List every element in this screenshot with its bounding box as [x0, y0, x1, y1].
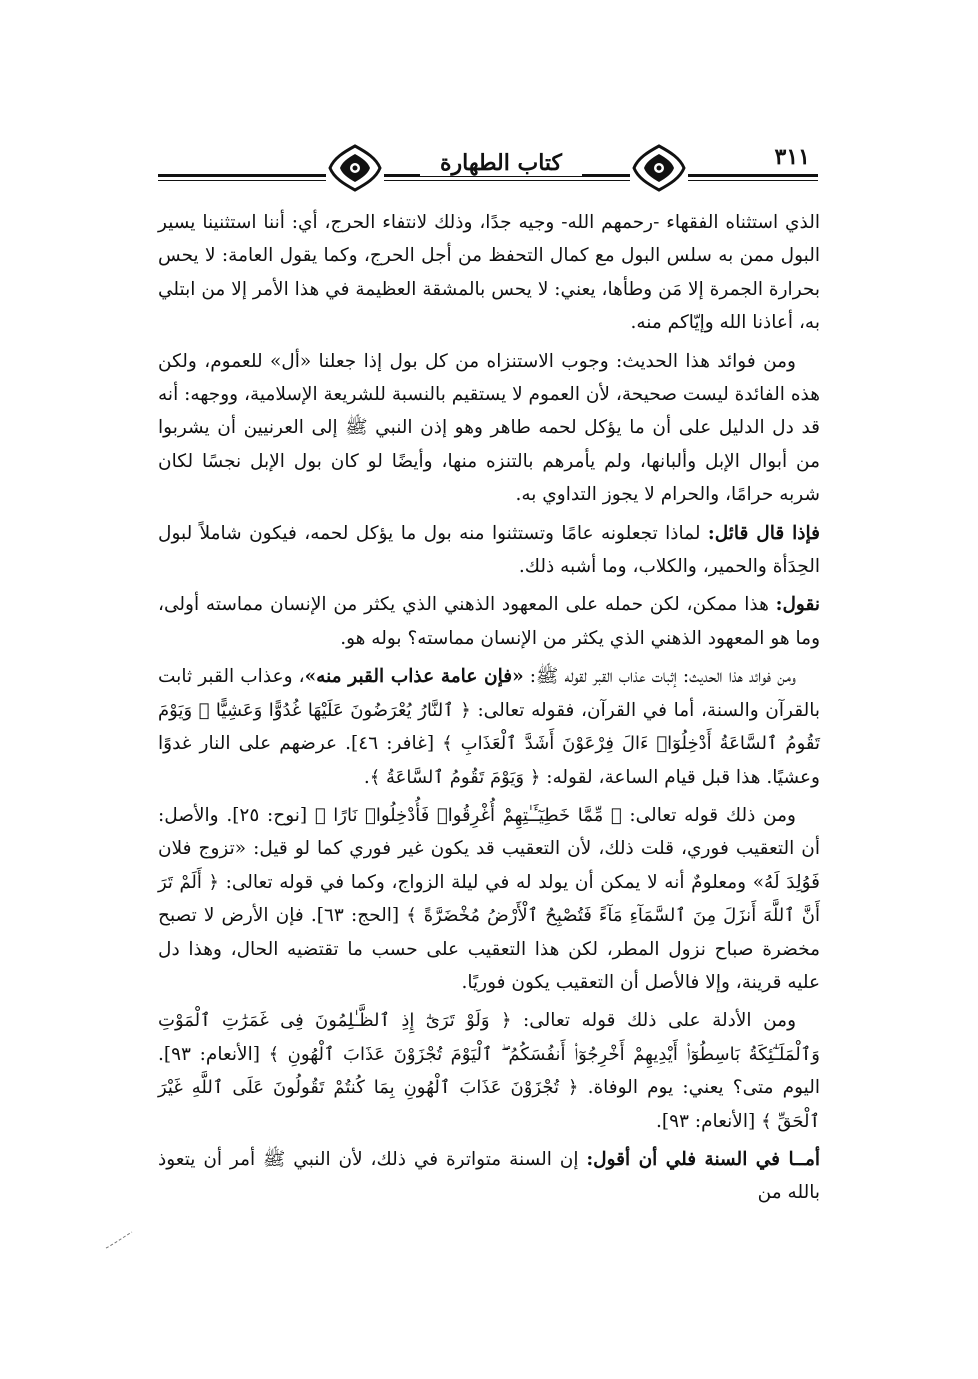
- paragraph-3: فإذا قال قائل: لماذا تجعلونه عامًا وتستثنوا منه بول ما يؤكل لحمه، فيكون شاملاً لبول الحِدَأة والحمير، والكلاب، وما أشبه ذلك.: [158, 522, 820, 578]
- quran-verse: ﴿ وَلَوْ تَرَىٰٓ إِذِ ٱلظَّـٰلِمُونَ فِى غَمَرَٰتِ ٱلْمَوْتِ وَٱلْمَلَـٰٓئِكَةُ بَاسِطُوٓا۟ أَيْدِيهِمْ أَخْرِجُوٓا۟ أَنفُسَكُمُ ۖ ٱلْيَوْمَ تُجْزَوْنَ عَذَابَ ٱلْهُونِ ﴾: [158, 1010, 820, 1065]
- paragraph-5: ومن فوائد هذا الحديث: إثبات عذاب القبر لقوله ﷺ: «فإن عامة عذاب القبر منه»، وعذاب القبر ثابت بالقرآن والسنة، أما في القرآن، فقوله تعالى: ﴿ ٱلنَّارُ يُعْرَضُونَ عَلَيْهَا غُدُوًّا وَعَشِيًّا ۖ وَيَوْمَ تَقُومُ ٱلسَّاعَةُ أَدْخِلُوٓا۟ ءَالَ فِرْعَوْنَ أَشَدَّ ٱلْعَذَابِ ﴾ [غافر: ٤٦]. عرضهم على النار غدوًا وعشيًا. هذا قبل قيام الساعة، لقوله: ﴿ وَيَوْمَ تَقُومُ ٱلسَّاعَةُ ﴾.: [158, 666, 820, 788]
- quran-verse: ﴿ تُجْزَوْنَ عَذَابَ ٱلْهُونِ بِمَا كُنتُمْ تَقُولُونَ عَلَى ٱللَّهِ غَيْرَ ٱلْحَقِّ ﴾: [158, 1077, 820, 1132]
- paragraph-8: أمــا في السنة فلي أن أقول: إن السنة متواترة في ذلك، لأن النبي ﷺ أمر أن يتعوذ بالله من: [158, 1148, 820, 1204]
- page-header: [158, 140, 818, 200]
- paragraph-6: ومن ذلك قوله تعالى: ﴿ مِّمَّا خَطِيٓـَٔـٰتِهِمْ أُغْرِقُوا۟ فَأُدْخِلُوا۟ نَارًا ﴾ [نوح: ٢٥]. والأصل: أن التعقيب فوري، قلت ذلك، لأن التعقيب قد يكون غير فوري كما لو قيل: «تزوج فلان فَوُلِدَ لَهُ» ومعلومٌ أنه لا يمكن أن يولد له في ليلة الزواج، وكما في قوله تعالى: ﴿ أَلَمْ تَرَ أَنَّ ٱللَّهَ أَنزَلَ مِنَ ٱلسَّمَآءِ مَآءً فَتُصْبِحُ ٱلْأَرْضُ مُخْضَرَّةً ﴾ [الحج: ٦٣]. فإن الأرض لا تصبح مخضرة صباح نزول المطر، لكن هذا التعقيب على حسب ما تقتضيه الحال، وهذا دل عليه قرينة، وإلا فالأصل أن التعقيب يكون فوريًا.: [158, 804, 821, 993]
- paragraph-1: الذي استثناه الفقهاء -رحمهم الله- وجيه جدًا، وذلك لانتفاء الحرج، أي: أننا استثنينا يسير البول ممن به سلس البول مع كمال التحفظ من أجل الحرج، وكما يقول العامة: لا يحس بحرارة الجمرة إلا مَن وطأها، يعني: لا يحس بالمشقة العظيمة في هذا الأمر إلا من ابتلي به، أعاذنا الله وإيّاكم منه.: [158, 212, 820, 334]
- verse-reference: [الأنعام: ٩٣]: [661, 1110, 762, 1132]
- quran-verse: ﴿ ٱلنَّارُ يُعْرَضُونَ عَلَيْهَا غُدُوًّا وَعَشِيًّا ۖ وَيَوْمَ تَقُومُ ٱلسَّاعَةُ أَدْخِلُوٓا۟ ءَالَ فِرْعَوْنَ أَشَدَّ ٱلْعَذَابِ ﴾: [158, 699, 820, 755]
- paragraph-2: ومن فوائد هذا الحديث: وجوب الاستنزاه من كل بول إذا جعلنا «أل» للعموم، ولكن هذه الفائدة ليست صحيحة، لأن العموم لا يستقيم بالنسبة للشريعة الإسلامية، ووجهه: أنه قد دل الدليل على أن ما يؤكل لحمه طاهر وهو إذن النبي ﷺ إلى العرنيين أن يشربوا من أبوال الإبل وألبانها، ولم يأمرهم بالتنزه منها، وأيضًا لو كان بول الإبل نجسًا لكان شربه حرامًا، والحرام لا يجوز التداوي به.: [158, 350, 820, 506]
- verse-reference: [غافر: ٤٦]: [351, 733, 443, 755]
- paragraph-lead: أمــا في السنة فلي أن أقول:: [586, 1148, 820, 1170]
- header-rule-thin: [158, 180, 818, 181]
- pencil-mark-icon: [104, 1230, 134, 1250]
- paragraph-lead: فإذا قال قائل:: [707, 522, 820, 544]
- ornament-left-icon: [326, 142, 384, 194]
- ornament-right-icon: [630, 142, 688, 194]
- paragraph-7: ومن الأدلة على ذلك قوله تعالى: ﴿ وَلَوْ تَرَىٰٓ إِذِ ٱلظَّـٰلِمُونَ فِى غَمَرَٰتِ ٱلْمَوْتِ وَٱلْمَلَـٰٓئِكَةُ بَاسِطُوٓا۟ أَيْدِيهِمْ أَخْرِجُوٓا۟ أَنفُسَكُمُ ۖ ٱلْيَوْمَ تُجْزَوْنَ عَذَابَ ٱلْهُونِ ﴾ [الأنعام: ٩٣]. اليوم متى؟ يعني: يوم الوفاة. ﴿ تُجْزَوْنَ عَذَابَ ٱلْهُونِ بِمَا كُنتُمْ تَقُولُونَ عَلَى ٱللَّهِ غَيْرَ ٱلْحَقِّ ﴾ [الأنعام: ٩٣].: [158, 1010, 820, 1132]
- verse-reference: [الأنعام: ٩٣]: [163, 1043, 269, 1065]
- paragraph-lead: نقول:: [775, 594, 820, 616]
- verse-reference: [الحج: ٦٣]: [316, 905, 407, 927]
- quran-verse: ﴿ أَلَمْ تَرَ أَنَّ ٱللَّهَ أَنزَلَ مِنَ ٱلسَّمَآءِ مَآءً فَتُصْبِحُ ٱلْأَرْضُ مُخْضَرَّةً ﴾: [158, 871, 821, 927]
- main-text: [158, 206, 820, 1215]
- hadith-quote: «فإن عامة عذاب القبر منه»: [304, 666, 524, 688]
- book-title: كتاب الطهارة: [420, 150, 582, 176]
- paragraph-4: نقول: هذا ممكن، لكن حمله على المعهود الذهني الذي يكثر من الإنسان مماسته أولى، وما هو المعهود الذهني الذي يكثر من الإنسان مماسته؟ بوله هو.: [158, 594, 820, 649]
- page-number: ٣١١: [774, 144, 810, 170]
- quran-verse: ﴿ وَيَوْمَ تَقُومُ ٱلسَّاعَةُ ﴾: [369, 766, 541, 788]
- quran-verse: ﴿ مِّمَّا خَطِيٓـَٔـٰتِهِمْ أُغْرِقُوا۟ فَأُدْخِلُوا۟ نَارًا ﴾: [314, 804, 622, 826]
- verse-reference: [نوح: ٢٥]: [232, 804, 315, 826]
